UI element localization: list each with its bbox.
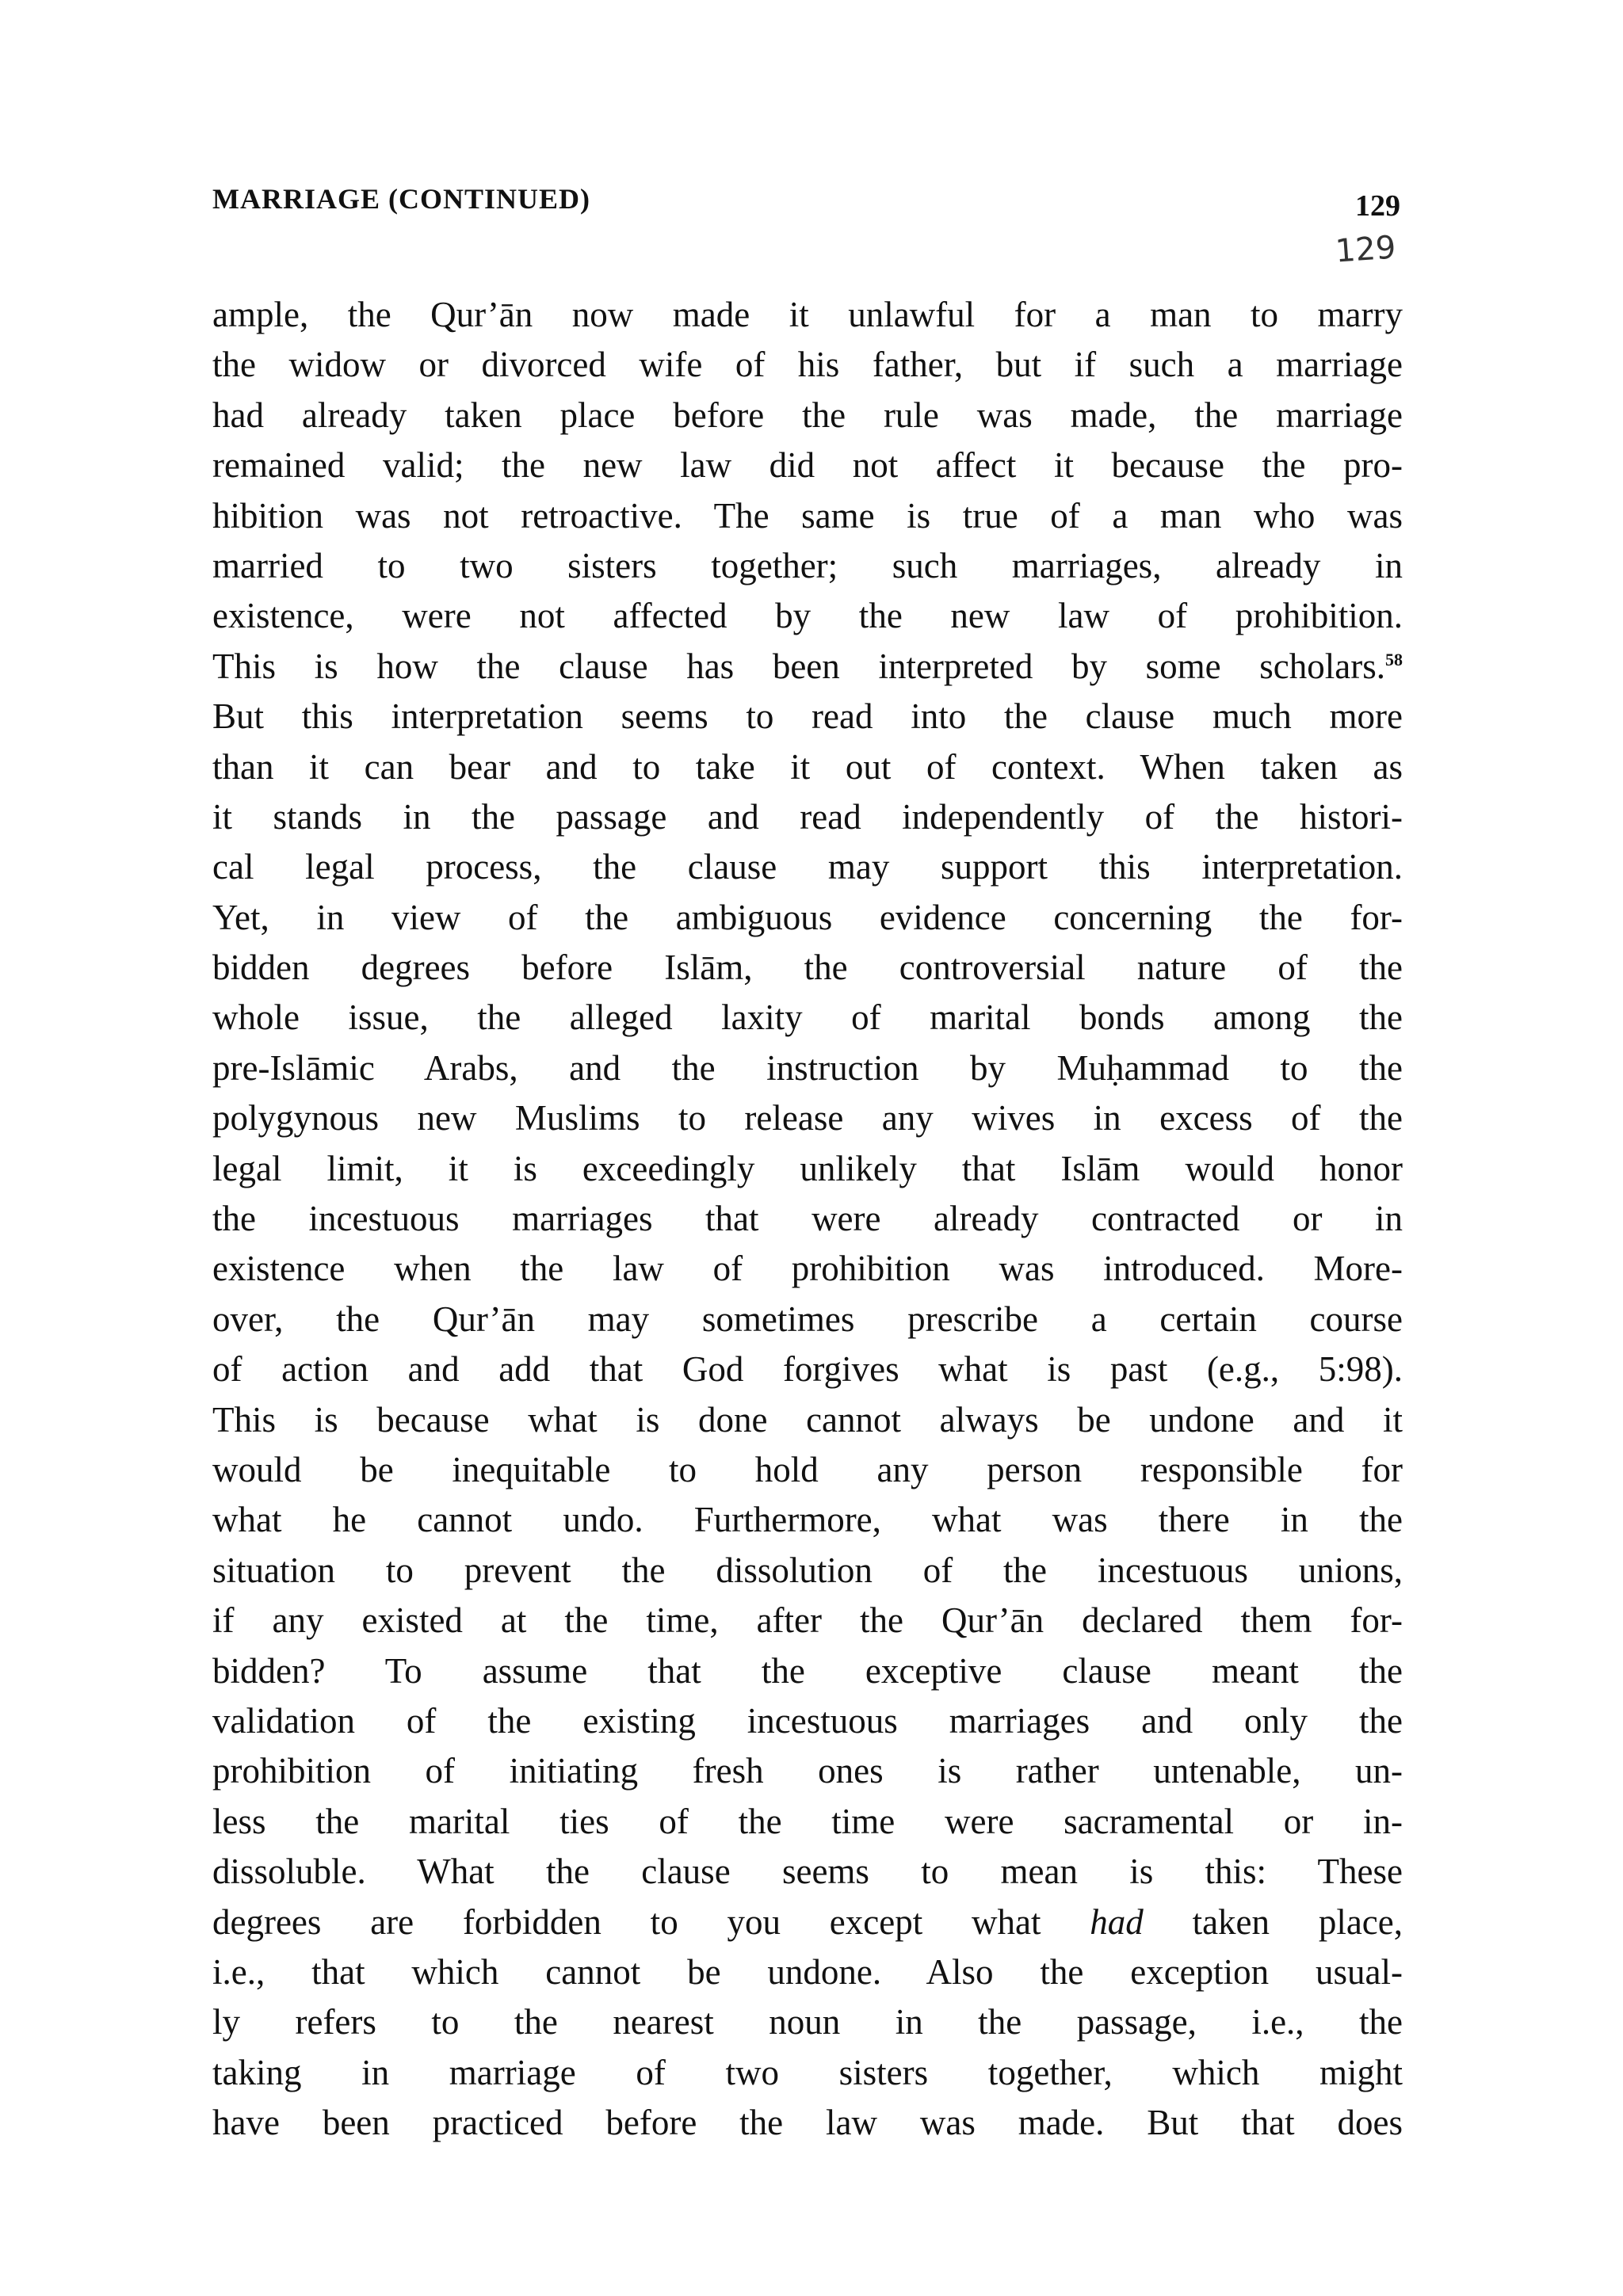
text-line: had already taken place before the rule was made, the marriage — [212, 395, 1403, 435]
text-line: the incestuous marriages that were already contracted or in — [212, 1199, 1403, 1239]
text-line: This is because what is done cannot always be undone and it — [212, 1399, 1403, 1440]
running-head-title: MARRIAGE (CONTINUED) — [212, 183, 590, 215]
text-line-content: degrees are forbidden to you except what — [212, 1901, 1041, 1942]
text-line: if any existed at the time, after the Qur’ān declared them for- — [212, 1600, 1403, 1641]
text-line: ly refers to the nearest noun in the passage, i.e., the — [212, 2002, 1403, 2042]
text-line: situation to prevent the dissolution of the incestuous unions, — [212, 1550, 1403, 1590]
text-line: existence when the law of prohibition was introduced. More- — [212, 1249, 1403, 1289]
text-line-with-italic — [212, 1897, 1403, 1947]
text-line: remained valid; the new law did not affect it because the pro- — [212, 445, 1403, 486]
text-line: ample, the Qur’ān now made it unlawful for a man to marry — [212, 295, 1403, 334]
text-line-content: This is how the clause has been interpreted by some scholars. — [212, 646, 1385, 686]
text-line-tail: taken place, — [1192, 1901, 1403, 1942]
text-line: cal legal process, the clause may support this interpretation. — [212, 847, 1403, 887]
page-number: 129 — [1355, 189, 1400, 223]
text-line: have been practiced before the law was made. But that does — [212, 2103, 1403, 2143]
text-line: existence, were not affected by the new law of prohibition. — [212, 596, 1403, 636]
text-line: prohibition of initiating fresh ones is rather untenable, un- — [212, 1751, 1403, 1791]
text-line: i.e., that which cannot be undone. Also the exception usual- — [212, 1951, 1403, 1992]
italic-emphasis: had — [1090, 1901, 1144, 1942]
text-line: legal limit, it is exceedingly unlikely that Islām would honor — [212, 1148, 1403, 1188]
text-line: hibition was not retroactive. The same is true of a man who was — [212, 495, 1403, 536]
text-line: less the marital ties of the time were sacramental or in- — [212, 1801, 1403, 1841]
footnote-marker: 58 — [1385, 649, 1403, 669]
text-line: whole issue, the alleged laxity of marital bonds among the — [212, 997, 1403, 1038]
body-text — [212, 290, 1403, 2148]
text-line: of action and add that God forgives what is past (e.g., 5:98). — [212, 1349, 1403, 1390]
text-line: dissoluble. What the clause seems to mean is this: These — [212, 1852, 1403, 1892]
text-line: would be inequitable to hold any person responsible for — [212, 1449, 1403, 1489]
handwritten-page-note: 129 — [1334, 229, 1397, 270]
text-line: bidden degrees before Islām, the controversial nature of the — [212, 948, 1403, 988]
text-line: what he cannot undo. Furthermore, what was there in the — [212, 1500, 1403, 1540]
text-line: polygynous new Muslims to release any wives in excess of the — [212, 1098, 1403, 1138]
text-line: the widow or divorced wife of his father, but if such a marriage — [212, 345, 1403, 385]
text-line: pre-Islāmic Arabs, and the instruction by Muḥammad to the — [212, 1047, 1403, 1088]
text-line: over, the Qur’ān may sometimes prescribe a certain course — [212, 1299, 1403, 1339]
text-line: than it can bear and to take it out of context. When taken as — [212, 746, 1403, 787]
text-line: taking in marriage of two sisters together, which might — [212, 2052, 1403, 2092]
text-line-with-footnote — [212, 642, 1403, 692]
text-line: it stands in the passage and read independently of the histori- — [212, 796, 1403, 837]
text-line: married to two sisters together; such marriages, already in — [212, 545, 1403, 585]
text-line: validation of the existing incestuous marriages and only the — [212, 1700, 1403, 1741]
text-line: But this interpretation seems to read into the clause much more — [212, 696, 1403, 737]
text-line: bidden? To assume that the exceptive clause meant the — [212, 1650, 1403, 1691]
text-line: Yet, in view of the ambiguous evidence concerning the for- — [212, 897, 1403, 937]
